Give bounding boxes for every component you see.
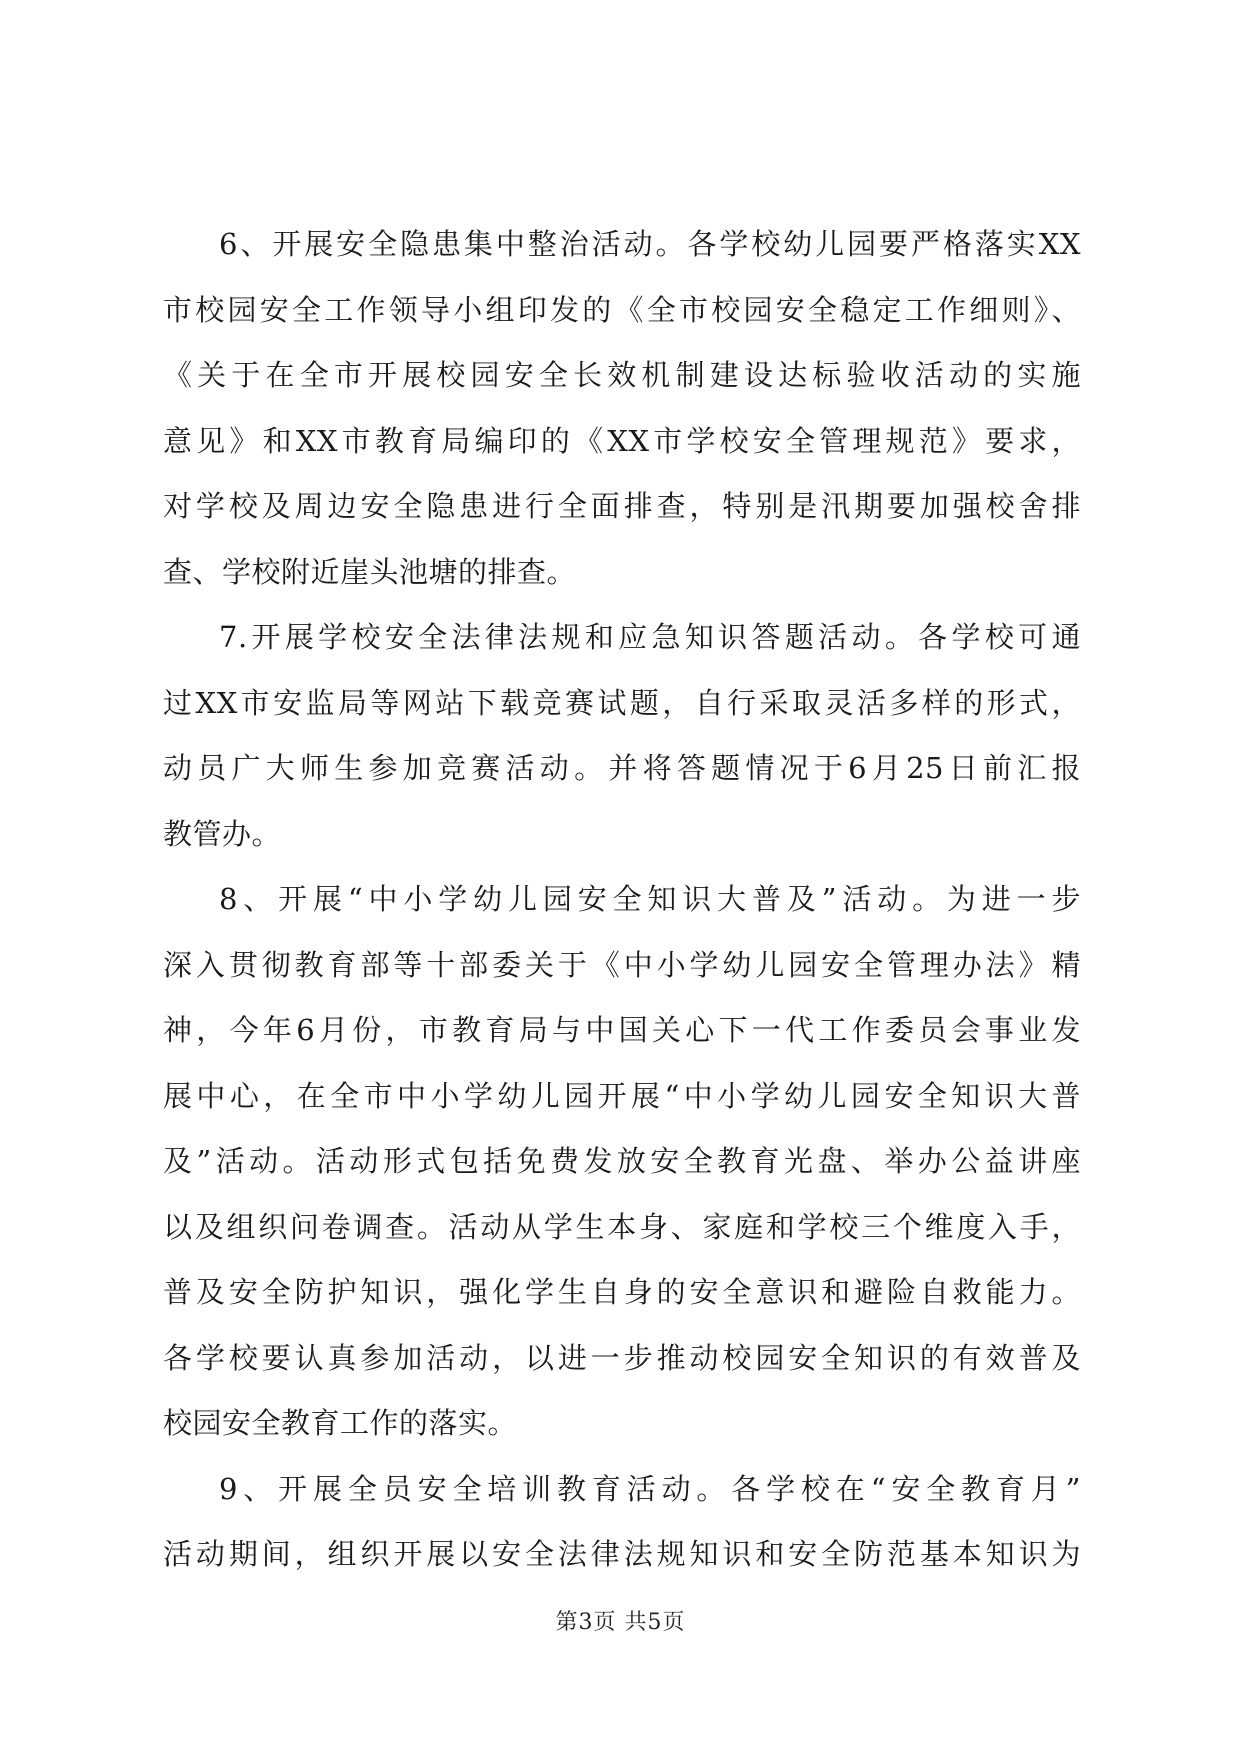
body-text-line: 意见》和XX市教育局编印的《XX市学校安全管理规范》要求， <box>163 423 1081 458</box>
body-text-line: 活动期间，组织开展以安全法律法规知识和安全防范基本知识为 <box>163 1537 1081 1571</box>
body-text-line: 及”活动。活动形式包括免费发放安全教育光盘、举办公益讲座 <box>163 1144 1081 1178</box>
body-text-line: 《关于在全市开展校园安全长效机制建设达标验收活动的实施 <box>163 358 1081 392</box>
body-text-line: 对学校及周边安全隐患进行全面排查，特别是汛期要加强校舍排 <box>163 489 1081 523</box>
body-text-line: 过XX市安监局等网站下载竞赛试题，自行采取灵活多样的形式， <box>163 685 1081 720</box>
body-text-line: 深入贯彻教育部等十部委关于《中小学幼儿园安全管理办法》精 <box>163 947 1081 982</box>
body-text-line: 8、开展“中小学幼儿园安全知识大普及”活动。为进一步 <box>219 882 1081 916</box>
body-text-line: 7.开展学校安全法律法规和应急知识答题活动。各学校可通 <box>219 620 1081 654</box>
body-text-line: 6、开展安全隐患集中整治活动。各学校幼儿园要严格落实XX <box>219 227 1081 261</box>
body-text-line: 查、学校附近崖头池塘的排查。 <box>163 554 577 589</box>
page-number-footer: 第3页 共5页 <box>555 1610 686 1635</box>
body-text-line: 神，今年6月份，市教育局与中国关心下一代工作委员会事业发 <box>163 1013 1081 1047</box>
body-text-line: 各学校要认真参加活动，以进一步推动校园安全知识的有效普及 <box>163 1340 1081 1375</box>
body-text-line: 9、开展全员安全培训教育活动。各学校在“安全教育月” <box>219 1471 1081 1506</box>
body-text-line: 展中心，在全市中小学幼儿园开展“中小学幼儿园安全知识大普 <box>163 1078 1081 1113</box>
body-text-line: 以及组织问卷调查。活动从学生本身、家庭和学校三个维度入手， <box>163 1209 1081 1244</box>
body-text-line: 教管办。 <box>163 816 282 851</box>
body-text-line: 市校园安全工作领导小组印发的《全市校园安全稳定工作细则》、 <box>163 292 1081 327</box>
body-text-line: 动员广大师生参加竞赛活动。并将答题情况于6月25日前汇报 <box>163 751 1081 785</box>
body-text-line: 普及安全防护知识，强化学生自身的安全意识和避险自救能力。 <box>163 1275 1081 1309</box>
body-text-line: 校园安全教育工作的落实。 <box>163 1406 518 1440</box>
document-body <box>163 212 1081 1588</box>
